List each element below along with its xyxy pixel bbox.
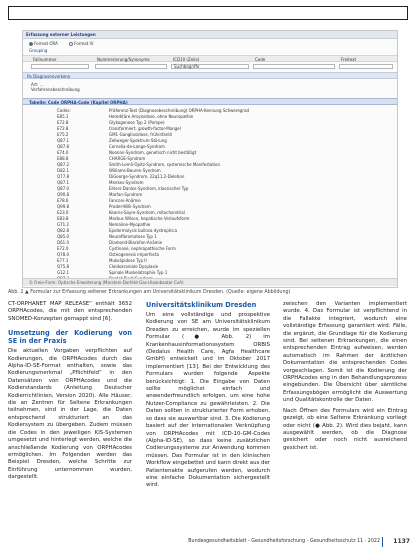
field-nummerierung — [95, 64, 167, 69]
column-header: Fallnummer — [33, 57, 57, 62]
code-item[interactable]: Q75.8 — [57, 264, 70, 269]
code-item[interactable]: Q77.8 — [57, 174, 70, 179]
code-item[interactable]: Q90.8 — [57, 192, 70, 197]
code-item[interactable]: Q82.8 — [57, 228, 70, 233]
code-item[interactable]: E72.8 — [57, 120, 69, 125]
description-item[interactable]: Fanconi-Anämie — [109, 198, 141, 203]
code-item[interactable]: E77.1 — [57, 258, 69, 263]
description-item[interactable]: Smith-Lemli-Opitz-Syndrom, systemische Manifestation — [109, 162, 221, 167]
meta-line: Art: … — [31, 82, 44, 87]
paragraph: Um eine vollständige und prospektive Kodierung von SE am Universitätsklinikum Dresden zu erreichen, wurde im speziellen Formular (● Abb. 2) im Krankenhausinformationssystem ORBIS (Dedalus Health Care, Agfa Healthcare GmbH) entwickelt und im Oktober 2017 implementiert [13]. Bei der Entwicklung des Formulars wurden folgende Aspekte berücksichtigt: 1. Die Eingabe von Daten sollte möglichst einfach und anwenderfreundlich erfolgen, um eine hohe Nutzer-Compliance zu gewährleisten. 2. Die Daten sollten in strukturierter Form erhoben, so dass sie auswertbar sind. 3. Die Kodierung basiert auf der internationalen Verknüpfung von ORPHAcodes mit ICD-10-GM-Codes (Alpha-ID-SE), so dass keine zusätzlichen Codierungssysteme zur Anwendung kommen müssen. Das Formular ist in den klinischen Workflow eingebettet und kann direkt aus der Patientenakte aufgerufen werden, wodurch eine einfache Dokumentation sichergestellt wird. — [146, 312, 270, 489]
description-item[interactable]: Ehlers-Danlos-Syndrom, klassischer Typ — [109, 186, 189, 191]
page-footer — [180, 537, 412, 547]
radio-label-1: Format ORA — [34, 41, 58, 46]
radio-label-2: Format IV — [74, 41, 94, 46]
field-icd: Suchbegriffe — [171, 64, 249, 69]
description-item[interactable]: Prader-Willi-Syndrom — [109, 204, 151, 209]
code-item[interactable]: Q87.8 — [57, 144, 70, 149]
code-item[interactable]: E72.0 — [57, 246, 69, 251]
description-item[interactable]: Marfan-Syndrom — [109, 192, 143, 197]
radio-group — [29, 41, 103, 46]
form-footer: © Freie-Form: Optische Erweiterung (Marstein-Dorfeld-Gas-Ulaanbaatar CoA) — [23, 278, 397, 286]
form-field-row — [23, 63, 397, 70]
description-item[interactable]: Diamond-Blackfan-Anämie — [109, 240, 163, 245]
description-item[interactable]: Neurofibromatose Typ 1 — [109, 234, 157, 239]
description-item[interactable]: Noonan-Syndrom, genetisch nicht bestätigt — [109, 150, 197, 155]
description-item[interactable]: Morbus Wilson, hepatische Verlaufsform — [109, 216, 190, 221]
paragraph: CT-ORPHANET MAP RELEASE“ enthält 3652 ORPHAcodes, die mit den entsprechenden SNOMED-Konzepten gemappt sind [6]. — [8, 301, 132, 322]
form-sublabel: Grouping — [29, 48, 48, 53]
description-item[interactable]: GM1-Gangliosidose, frühinfantil — [109, 132, 173, 137]
text-column-2 — [146, 301, 270, 493]
column-header: Nummerierung/Synonyme — [97, 57, 150, 62]
top-frame — [8, 6, 408, 20]
form-tree-header: Tabelle: Code ORPHA-Code (Kapitel ORPHA) — [23, 98, 397, 105]
code-item[interactable]: E74.0 — [57, 150, 69, 155]
code-item[interactable]: Q87.2 — [57, 162, 70, 167]
figure-caption: Abb. 2 ▲ Formular zur Erfassung seltener Erkrankungen am Universitätsklinikum Dresden. (Quelle: eigene Abbildung) — [8, 290, 291, 295]
code-item[interactable]: G71.2 — [57, 222, 70, 227]
code-item[interactable]: Codes: — [57, 108, 71, 113]
description-item[interactable]: Mukolipidose Typ II — [109, 258, 147, 263]
footer-divider — [382, 537, 383, 547]
paragraph: Die aktuellen Vorgaben verpflichten auf Kodierungen, die ORPHAcodes durch das Alpha-ID-SE-Format enthalten, sowie das Kodierungsmerkmal „Pflichtfeld“ in den Datensätzen von ORPHAcodes und die Kodierstandards (Anleitung Deutscher Kodierrichtlinien, Version 2020). Alle Häuser, die an Zentren für Seltene Erkrankungen teilnehmen, sind in der Lage, die Daten entsprechend strukturiert an das Kodiersystem zu übergeben. Zudem müssen die Codes in den jeweiligen KIS-Systemen umgesetzt und hinterlegt werden, welche die anschließende Kodierung von ORPHAcodes ermöglichen. Im Folgenden werden das Beispiel Dresden, welche Schritte zur Einführung unternommen wurden, dargestellt. — [8, 348, 132, 481]
form-path-bar: Pa Diagnosenverkenn — [23, 72, 397, 79]
form-screenshot — [22, 30, 398, 288]
description-item[interactable]: Cystinose, nephropathische Form — [109, 246, 176, 251]
code-item[interactable]: Q78.0 — [57, 252, 70, 257]
code-item[interactable]: E23.0 — [57, 210, 69, 215]
code-item[interactable]: Q99.8 — [57, 204, 70, 209]
field-freitext — [339, 64, 393, 69]
description-item[interactable]: Hereditäre Amyloidose, ohne Neuropathie — [109, 114, 194, 119]
code-item[interactable]: E72.8 — [57, 126, 69, 131]
code-item[interactable]: Q87.1 — [57, 138, 70, 143]
description-item[interactable]: Kearns-Sayre-Syndrom, mitochondrial — [109, 210, 185, 215]
description-item[interactable]: Cornelia-de-Lange-Syndrom — [109, 144, 165, 149]
form-header: Erfassung externer Leistungen — [23, 31, 397, 39]
code-item[interactable]: G12.1 — [57, 270, 70, 275]
code-item[interactable]: E78.6 — [57, 198, 69, 203]
field-fallnummer — [31, 64, 89, 69]
code-item[interactable]: Q87.1 — [57, 180, 70, 185]
description-item[interactable]: Epidermolysis bullosa dystrophica — [109, 228, 178, 233]
code-item[interactable]: E88.8 — [57, 156, 69, 161]
field-code — [253, 64, 335, 69]
radio-icon — [29, 42, 33, 46]
journal-name: Bundesgesundheitsblatt - Gesundheitsforschung - Gesundheitsschutz 11 · 2022 — [188, 539, 380, 544]
description-item[interactable]: Nemaline-Myopathie — [109, 222, 151, 227]
description-item[interactable]: Präferenz-Text (Diagnosebeschreibung) ORPHA-Kennung Schweregrad — [109, 108, 250, 113]
code-item[interactable]: Q87.0 — [57, 186, 70, 191]
description-item[interactable]: Cleidokraniale Dysplasie — [109, 264, 159, 269]
form-meta — [31, 82, 80, 92]
description-item[interactable]: CHARGE-Syndrom — [109, 156, 146, 161]
radio-icon — [69, 42, 73, 46]
description-item[interactable]: Osteogenesis imperfecta — [109, 252, 159, 257]
description-item[interactable]: Glykogenose Typ 2 (Pompe) — [109, 120, 165, 125]
section-heading: Umsetzung der Kodierung von SE in der Praxis — [8, 329, 132, 346]
text-column-3 — [283, 301, 407, 455]
code-item[interactable]: D61.0 — [57, 240, 69, 245]
section-heading: Universitätsklinikum Dresden — [146, 301, 257, 309]
description-item[interactable]: Williams-Beuren-Syndrom — [109, 168, 161, 173]
description-list — [109, 108, 339, 282]
text-column-1 — [8, 301, 132, 485]
code-item[interactable]: D82.1 — [57, 168, 69, 173]
code-item[interactable]: E83.8 — [57, 216, 69, 221]
code-item[interactable]: Q85.0 — [57, 234, 70, 239]
description-item[interactable]: transformiert, growth-factor-Mangel — [109, 126, 181, 131]
code-item[interactable]: E85.1 — [57, 114, 69, 119]
paragraph: Nach Öffnen des Formulars wird ein Eintrag gezeigt, ob eine Seltene Erkrankung vorliegt oder nicht (● Abb. 2). Wird dies bejaht, kann ausgewählt werden, ob die Diagnose gesichert oder noch nicht ausreichend gesichert ist. — [283, 407, 407, 451]
description-item[interactable]: Zellweger-Spektrum-Störung — [109, 138, 167, 143]
description-item[interactable]: DiGeorge-Syndrom, 22q11.2-Deletion — [109, 174, 185, 179]
description-item[interactable]: Menkes-Syndrom — [109, 180, 144, 185]
description-item[interactable]: Spinale Muskelatrophie Typ 1 — [109, 270, 168, 275]
meta-line: Verfahrensbeschreibung — [31, 87, 80, 92]
page-number: 1137 — [393, 538, 410, 545]
paragraph: zwischen den Varianten implementiert wurde. 4. Das Formular ist verpflichtend in die Fallakte integriert, wodurch eine vollständige Erfassung garantiert wird. Fälle, die ergänzt, die Grundlage für die Kodierung sind. Bei seltenen Erkrankungen, die einen entsprechenden Eintrag aufweisen, werden automatisch im Rahmen der ärztlichen Dokumentation die entsprechenden Codes vorgeschlagen. Somit ist die Kodierung der ORPHAcodes eng in den Behandlungsprozess eingebunden. Die Übersicht über sämtliche Erfassungsbögen ermöglicht die Auswertung und Qualitätskontrolle der Daten. — [283, 301, 407, 404]
column-header: Code — [255, 57, 266, 62]
column-header: Freitext — [341, 57, 357, 62]
form-table-header — [23, 55, 397, 62]
code-item[interactable]: E75.2 — [57, 132, 69, 137]
column-header: ICD10 (Zeile) — [173, 57, 200, 62]
code-list — [57, 108, 97, 282]
